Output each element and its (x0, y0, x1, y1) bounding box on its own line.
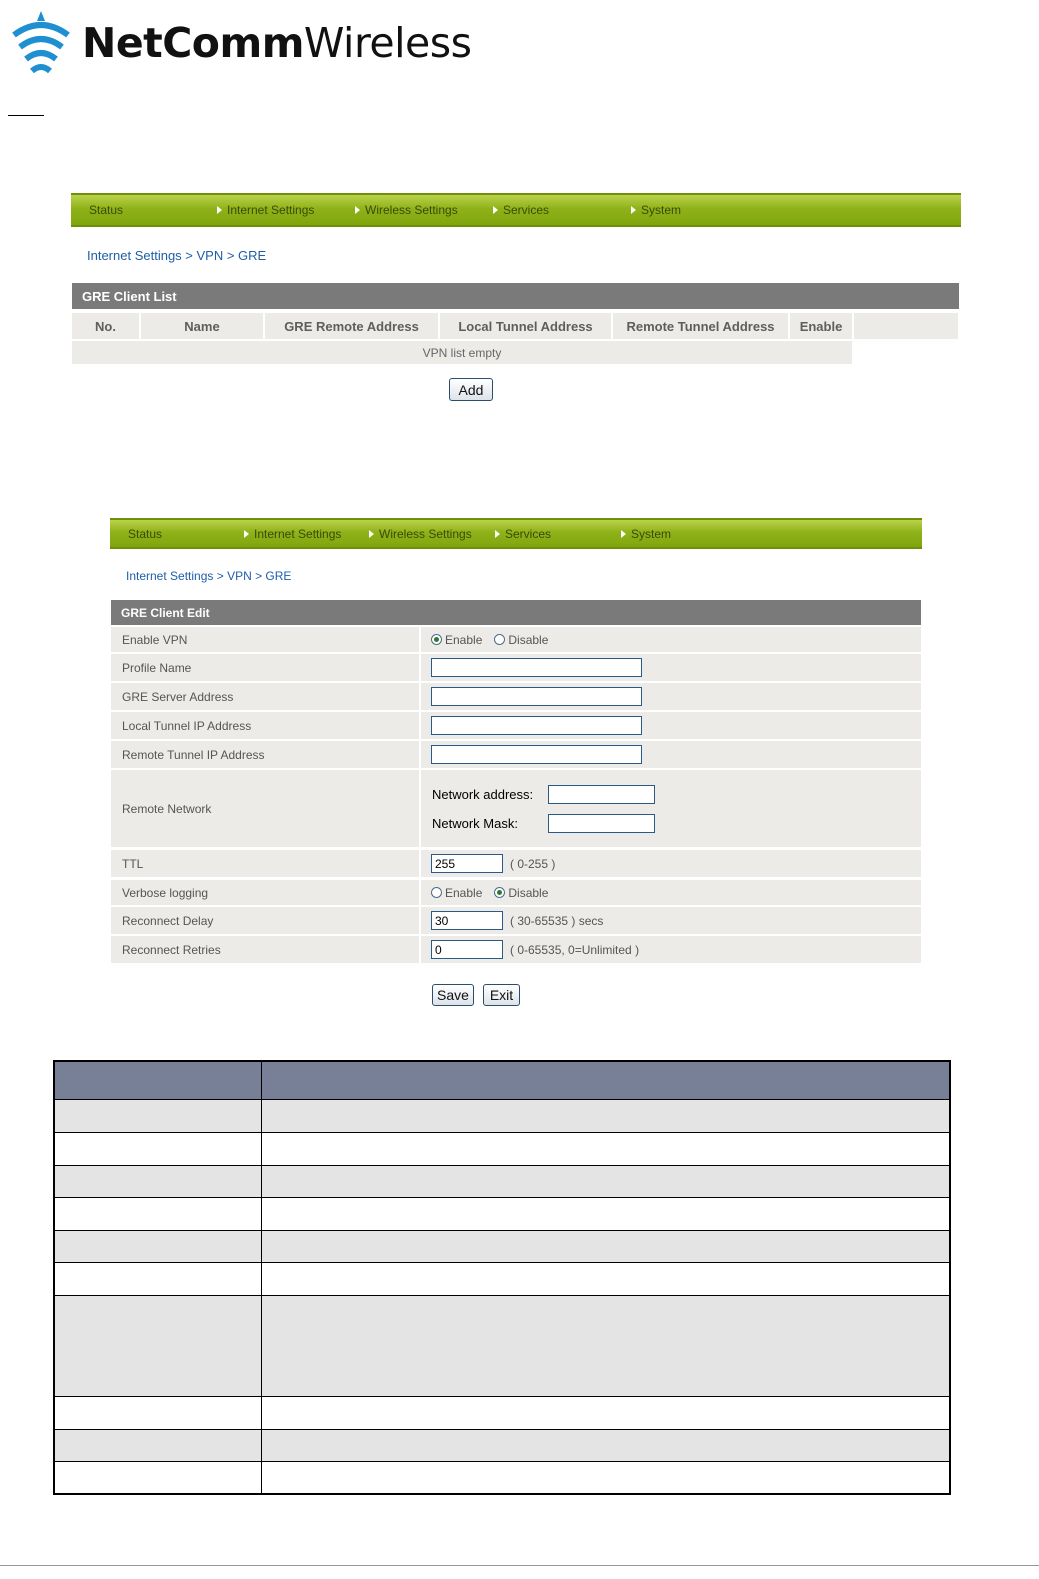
field-label: Remote Network (111, 770, 419, 847)
brand-name: NetCommWireless (82, 19, 472, 67)
main-nav-bar (110, 518, 922, 549)
column-header: Enable (790, 313, 852, 339)
enable-vpn-enable-radio[interactable]: Enable (431, 633, 482, 647)
field-label: Remote Tunnel IP Address (111, 741, 419, 768)
field-value (421, 880, 921, 905)
radio-selected-icon (494, 887, 505, 898)
remote-tunnel-ip-input[interactable] (431, 745, 642, 764)
column-header: No. (72, 313, 139, 339)
netcomm-logo (10, 8, 471, 78)
ttl-input[interactable]: 255 (431, 854, 503, 873)
nav-services[interactable]: Services (493, 203, 549, 217)
gre-server-address-input[interactable] (431, 687, 642, 706)
verbose-enable-radio[interactable]: Enable (431, 886, 482, 900)
divider (8, 115, 44, 116)
enable-vpn-disable-radio[interactable]: Disable (494, 633, 548, 647)
table-row (55, 1197, 949, 1230)
column-header: Local Tunnel Address (440, 313, 611, 339)
field-value (421, 850, 921, 877)
table-row (55, 1262, 949, 1295)
network-mask-input[interactable] (548, 814, 655, 833)
form-row-profile-name (111, 654, 921, 681)
form-row-remote-network (111, 770, 921, 847)
settings-description-table (53, 1060, 951, 1495)
arrow-right-icon (244, 530, 249, 538)
empty-list-message: VPN list empty (72, 341, 852, 364)
table-row (55, 1230, 949, 1262)
table-row (55, 1396, 949, 1429)
table-row (55, 1165, 949, 1197)
arrow-right-icon (355, 206, 360, 214)
arrow-right-icon (495, 530, 500, 538)
field-value (421, 683, 921, 710)
field-value (421, 936, 921, 963)
arrow-right-icon (631, 206, 636, 214)
breadcrumb[interactable]: Internet Settings > VPN > GRE (87, 248, 267, 263)
table-header-row (55, 1062, 949, 1099)
profile-name-input[interactable] (431, 658, 642, 677)
reconnect-retries-input[interactable]: 0 (431, 940, 503, 959)
reconnect-retries-hint: ( 0-65535, 0=Unlimited ) (510, 942, 640, 957)
form-row-verbose-logging (111, 880, 921, 905)
network-mask-label: Network Mask: (432, 815, 518, 831)
nav-wireless-settings[interactable]: Wireless Settings (369, 527, 472, 541)
table-row (55, 1461, 949, 1493)
add-button[interactable]: Add (449, 378, 493, 401)
column-header: Name (141, 313, 263, 339)
field-label: Verbose logging (111, 880, 419, 905)
column-header: Remote Tunnel Address (613, 313, 788, 339)
table-row (55, 1295, 949, 1396)
field-label: GRE Server Address (111, 683, 419, 710)
arrow-right-icon (621, 530, 626, 538)
form-row-reconnect-delay (111, 907, 921, 934)
column-header: GRE Remote Address (265, 313, 438, 339)
save-button[interactable]: Save (432, 984, 474, 1006)
form-row-gre-server (111, 683, 921, 710)
verbose-disable-radio[interactable]: Disable (494, 886, 548, 900)
nav-internet-settings[interactable]: Internet Settings (217, 203, 314, 217)
nav-system[interactable]: System (631, 203, 681, 217)
main-nav-bar (71, 193, 961, 227)
nav-status[interactable]: Status (128, 526, 163, 541)
field-label: Local Tunnel IP Address (111, 712, 419, 739)
field-label: Profile Name (111, 654, 419, 681)
arrow-right-icon (217, 206, 222, 214)
table-row (55, 1099, 949, 1132)
footer-divider (0, 1565, 1039, 1566)
local-tunnel-ip-input[interactable] (431, 716, 642, 735)
field-value (421, 712, 921, 739)
reconnect-delay-input[interactable]: 30 (431, 911, 503, 930)
form-row-enable-vpn (111, 627, 921, 652)
nav-system[interactable]: System (621, 527, 671, 541)
nav-services[interactable]: Services (495, 527, 551, 541)
form-row-reconnect-retries (111, 936, 921, 963)
field-value (421, 741, 921, 768)
exit-button[interactable]: Exit (483, 984, 520, 1006)
field-value (421, 654, 921, 681)
arrow-right-icon (369, 530, 374, 538)
reconnect-delay-hint: ( 30-65535 ) secs (510, 913, 604, 928)
nav-wireless-settings[interactable]: Wireless Settings (355, 203, 458, 217)
wifi-signal-icon (10, 9, 72, 77)
field-value (421, 770, 921, 847)
section-title: GRE Client List (72, 283, 959, 309)
table-row (55, 1429, 949, 1461)
field-value (421, 627, 921, 652)
ttl-hint: ( 0-255 ) (510, 856, 556, 871)
radio-icon (494, 634, 505, 645)
form-row-ttl (111, 850, 921, 877)
field-label: Reconnect Retries (111, 936, 419, 963)
network-address-label: Network address: (432, 786, 534, 802)
field-label: Enable VPN (111, 627, 419, 652)
field-label: Reconnect Delay (111, 907, 419, 934)
network-address-input[interactable] (548, 785, 655, 804)
table-row (55, 1132, 949, 1165)
field-value (421, 907, 921, 934)
section-title: GRE Client Edit (111, 600, 921, 625)
field-label: TTL (111, 850, 419, 877)
form-row-remote-tunnel (111, 741, 921, 768)
radio-selected-icon (431, 634, 442, 645)
table-header (72, 313, 958, 339)
nav-internet-settings[interactable]: Internet Settings (244, 527, 341, 541)
arrow-right-icon (493, 206, 498, 214)
nav-status[interactable]: Status (89, 203, 124, 217)
breadcrumb[interactable]: Internet Settings > VPN > GRE (126, 569, 292, 583)
column-header-blank (854, 313, 958, 339)
form-row-local-tunnel (111, 712, 921, 739)
radio-icon (431, 887, 442, 898)
